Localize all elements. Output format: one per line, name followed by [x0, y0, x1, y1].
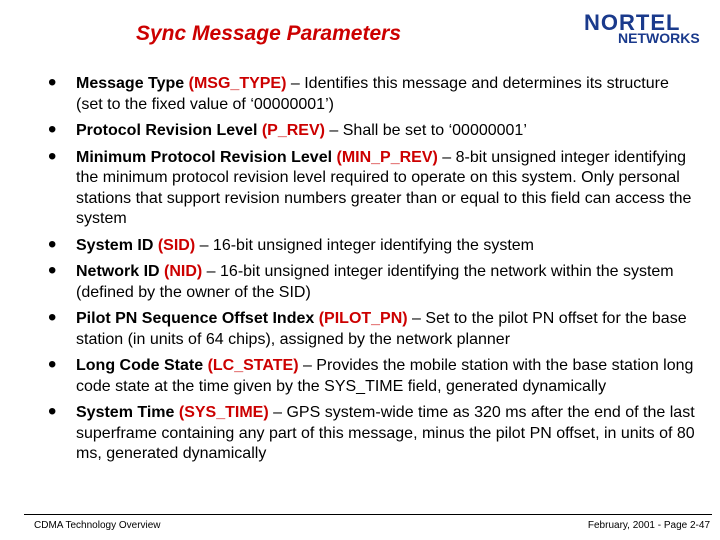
bullet-icon: •: [48, 116, 57, 143]
nortel-networks-logo: [584, 8, 712, 50]
bullet-abbr: (PILOT_PN): [318, 310, 408, 327]
bullet-icon: •: [48, 351, 57, 378]
bullet-icon: •: [48, 304, 57, 331]
slide-title: Sync Message Parameters: [136, 22, 401, 45]
bullet-text: – Set to the pilot PN offset for the base station (in units of 64 chips), assigned by the network planner: [76, 310, 687, 348]
bullet-text: – 16-bit unsigned integer identifying the network within the system (defined by the owner of the SID): [76, 263, 674, 301]
bullet-text: – GPS system-wide time as 320 ms after the end of the last superframe containing any part of this message, minus the pilot PN offset, in units of 80 ms, generated dynamically: [76, 404, 695, 462]
bullet-item: [48, 304, 698, 350]
bullet-icon: •: [48, 257, 57, 284]
bullet-list: [48, 69, 698, 471]
bullet-abbr: (P_REV): [261, 122, 325, 139]
bullet-term: Long Code State: [76, 357, 208, 374]
bullet-item: [48, 230, 698, 258]
bullet-item: [48, 116, 698, 143]
bullet-abbr: (MIN_P_REV): [336, 148, 438, 166]
bullet-icon: •: [48, 230, 57, 258]
bullet-term: Pilot PN Sequence Offset Index: [76, 310, 319, 327]
bullet-icon: •: [48, 398, 57, 425]
bullet-term: Message Type: [76, 75, 189, 92]
bullet-text: – 16-bit unsigned integer identifying the system: [195, 236, 535, 254]
bullet-icon: •: [48, 142, 57, 170]
bullet-text: – 8-bit unsigned integer identifying the minimum protocol revision level required to operate on this system. Only personal stations that support revision numbers greater than or equal to this field can access the system: [76, 148, 692, 227]
bullet-term: System ID: [76, 236, 158, 254]
logo-line2: NETWORKS: [618, 30, 700, 46]
bullet-abbr: (SID): [157, 236, 196, 254]
bullet-abbr: (MSG_TYPE): [188, 75, 287, 92]
bullet-abbr: (NID): [164, 263, 203, 280]
bullet-item: [48, 69, 698, 115]
bullet-term: System Time: [76, 404, 179, 421]
bullet-item: [48, 398, 698, 465]
bullet-term: Protocol Revision Level: [76, 122, 262, 139]
footer-course-title: CDMA Technology Overview: [34, 520, 161, 531]
logo-line1: NORTEL: [584, 10, 681, 35]
bullet-text: – Shall be set to ‘00000001’: [324, 122, 527, 139]
bullet-term: Minimum Protocol Revision Level: [76, 148, 337, 166]
footer-divider: [24, 514, 712, 515]
footer-date-page: February, 2001 - Page 2-47: [587, 520, 710, 531]
bullet-abbr: (SYS_TIME): [178, 404, 269, 421]
bullet-item: [48, 142, 698, 230]
bullet-text: – Provides the mobile station with the base station long code state at the time given by the SYS_TIME field, generated dynamically: [76, 357, 694, 395]
bullet-item: [48, 257, 698, 303]
bullet-term: Network ID: [76, 263, 165, 280]
bullet-icon: •: [48, 69, 57, 96]
bullet-abbr: (LC_STATE): [207, 357, 299, 374]
bullet-item: [48, 351, 698, 397]
bullet-text: – Identifies this message and determines its structure (set to the fixed value of ‘00000001’): [76, 75, 669, 113]
